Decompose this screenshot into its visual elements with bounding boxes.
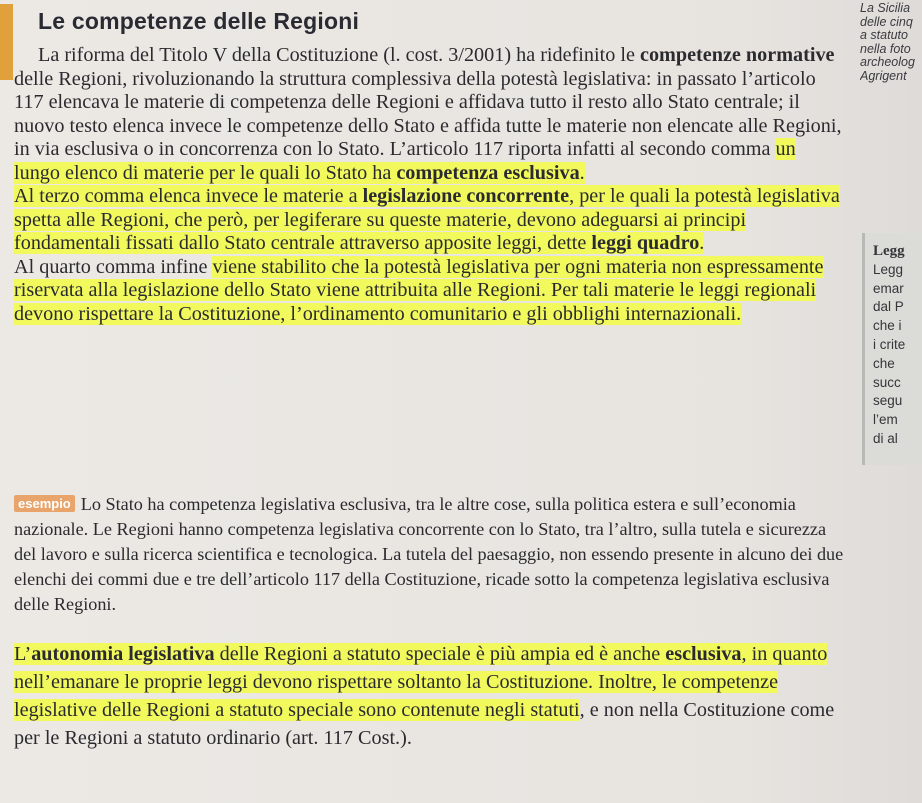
example-box <box>14 491 850 617</box>
paragraph-quarto-comma <box>14 256 844 327</box>
highlighted-text: L’ <box>14 643 32 665</box>
sidebar-line: Legg <box>873 261 904 277</box>
sidebar-line: nella foto <box>860 41 911 56</box>
paragraph-statuto-speciale <box>14 640 854 752</box>
highlighted-text: . <box>699 232 705 254</box>
highlighted-text: legislazione concorrente <box>362 185 570 207</box>
highlighted-text: competenza esclusiva <box>396 161 580 184</box>
sidebar-line: delle cinq <box>860 14 913 29</box>
highlighted-text: leggi quadro <box>591 232 700 254</box>
text-run: delle Regioni, rivoluzionando la struttura complessiva della potestà legislativa: in passato l’articolo 117 elencava le materie di competenza delle Regioni e affidava tutto il resto allo Stato centrale; il nuovo testo elenca invece le competenze dello Stato e affida tutte le materie non elencate alle Regioni, in via esclusiva o in concorrenza con lo Stato. L’articolo 117 riporta infatti al secondo comma <box>14 67 842 160</box>
highlighted-text: delle Regioni a statuto speciale è più ampia ed è anche <box>214 643 666 665</box>
sidebar-line: che <box>873 355 895 371</box>
highlighted-text: . <box>579 161 585 184</box>
page-title: Le competenze delle Regioni <box>38 8 360 34</box>
sidebar-line: La Sicilia <box>860 2 911 15</box>
sidebar-box <box>862 233 922 465</box>
section-marker <box>0 4 13 80</box>
highlighted-text: viene stabilito che la potestà legislativa per ogni materia non espressamente riservata alla legislazione dello Stato viene attribuita alle Regioni. Per tali materie le leggi regionali devono rispettare la Costituzione, l’ordinamento comunitario e gli obblighi internazionali. <box>14 255 824 325</box>
sidebar-line: segu <box>873 393 903 409</box>
sidebar-line: i crite <box>873 336 906 352</box>
text-run: La riforma del Titolo V della Costituzione (l. cost. 3/2001) ha ridefinito le <box>38 44 640 66</box>
text-run: , e non nella Costituzione come per le Regioni a statuto ordinario (art. 117 Cost.). <box>14 699 835 749</box>
sidebar-line: Legg <box>873 243 905 259</box>
sidebar-line: Agrigent <box>860 68 907 83</box>
sidebar-caption <box>860 2 922 83</box>
highlighted-text: autonomia legislativa <box>31 643 215 665</box>
main-text <box>14 44 844 326</box>
highlighted-text: un lungo elenco di materie per le quali lo Stato ha <box>14 138 796 184</box>
sidebar-line: l’em <box>873 412 898 428</box>
highlighted-text: , in quanto nell’emanare le proprie leggi devono rispettare soltanto la Costituzione. Inoltre, le competenze legislative delle Regioni a statuto speciale sono contenute negli statuti <box>14 643 828 721</box>
sidebar-line: di al <box>873 430 898 446</box>
text-run: competenze normative <box>640 44 835 66</box>
sidebar-line: archeolog <box>860 55 915 69</box>
sidebar-line: a statuto <box>860 28 908 42</box>
text-run: Al quarto comma infine <box>14 255 213 278</box>
sidebar-line: dal P <box>873 299 904 315</box>
sidebar-line: succ <box>873 374 901 390</box>
highlighted-text: , per le quali la potestà legislativa spetta alle Regioni, che però, per legiferare su queste materie, devono adeguarsi ai principi fondamentali fissati dallo Stato centrale attraverso apposite leggi, dette <box>14 185 840 254</box>
sidebar-line: emar <box>873 280 904 296</box>
sidebar-line: che i <box>873 318 902 334</box>
paragraph-terzo-comma <box>14 185 844 256</box>
paragraph-riforma <box>14 44 844 185</box>
highlighted-text: Al terzo comma elenca invece le materie a <box>14 185 363 207</box>
highlighted-text: esclusiva <box>665 643 742 665</box>
example-text: Lo Stato ha competenza legislativa esclusiva, tra le altre cose, sulla politica estera e sull’economia nazionale. Le Regioni hanno competenza legislativa concorrente con lo Stato, tra l’altro, sulla tutela e sicurezza del lavoro e sulla ricerca scientifica e tecnologica. La tutela del paesaggio, non essendo presente in alcuno dei due elenchi dei commi due e tre dell’articolo 117 della Costituzione, ricade sotto la competenza legislativa esclusiva delle Regioni. <box>14 494 844 614</box>
example-badge: esempio <box>14 495 75 512</box>
